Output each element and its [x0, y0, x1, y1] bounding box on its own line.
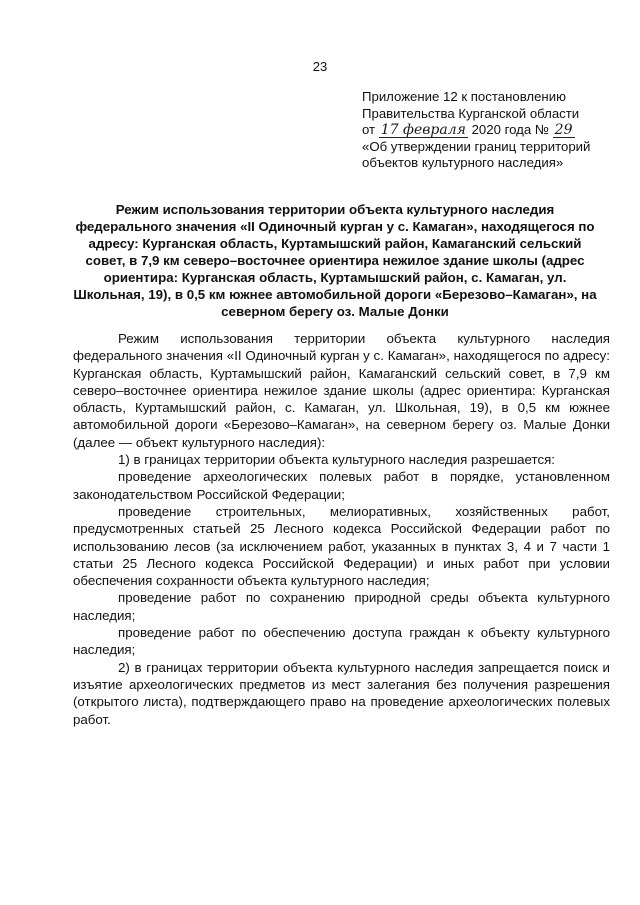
handwritten-number: 29 — [554, 122, 573, 139]
handwritten-date: 17 февраля — [380, 122, 466, 139]
body-paragraph: проведение строительных, мелиоративных, хозяйственных работ, предусмотренных статьей 25 Лесного кодекса Российской Федерации работ по использованию лесов (за исключением работ, указанных в пунктах 3, 4 и 7 части 1 статьи 25 Лесного кодекса Российской Федерации) и иных работ при условии обеспечения сохранности объекта культурного наследия; — [73, 503, 610, 589]
body-paragraph: 1) в границах территории объекта культурного наследия разрешается: — [118, 452, 555, 468]
document-body — [73, 330, 610, 728]
appendix-line-5: объектов культурного наследия» — [362, 155, 564, 171]
date-prefix: от — [362, 122, 376, 138]
body-paragraph: проведение работ по обеспечению доступа граждан к объекту культурного наследия; — [73, 625, 610, 658]
appendix-line-2: Правительства Курганской области — [362, 105, 580, 121]
page-number: 23 — [312, 59, 328, 74]
year-text: 2020 года № — [471, 122, 549, 138]
body-paragraph: проведение археологических полевых работ в порядке, установленном законодательством Российской Федерации; — [73, 469, 610, 502]
appendix-line-1: Приложение 12 к постановлению — [362, 89, 566, 104]
appendix-line-4: «Об утверждении границ территорий — [362, 138, 591, 154]
body-paragraph: проведение работ по сохранению природной среды объекта культурного наследия; — [73, 590, 610, 623]
body-paragraph: Режим использования территории объекта культурного наследия федерального значения «II Одиночный курган у с. Камаган», находящегося по адресу: Курганская область, Куртамышский район, Камаганский сельский совет, в 7,9 км северо–восточнее ориентира нежилое здание школы (адрес ориентира: Курганская область, Куртамышский район, с. Камаган, ул. Школьная, 19), в 0,5 км южнее автомобильной дороги «Березово–Камаган», на северном берегу оз. Малые Донки (далее — объект культурного наследия): — [73, 331, 610, 450]
appendix-date-line — [362, 122, 622, 139]
appendix-header — [362, 89, 622, 172]
body-paragraph: 2) в границах территории объекта культурного наследия запрещается поиск и изъятие археологических предметов из мест залегания без получения разрешения (открытого листа), подтверждающего право на проведение археологических полевых работ. — [73, 659, 610, 727]
document-title: Режим использования территории объекта культурного наследия федерального значения «II Одиночный курган у с. Камаган», находящегося по адресу: Курганская область, Куртамышский район, Камаганский сельский совет, в 7,9 км северо–восточнее ориентира нежилое здание школы (адрес ориентира: Курганская область, Куртамышский район, с. Камаган, ул. Школьная, 19), в 0,5 км южнее автомобильной дороги «Березово–Камаган», на северном берегу оз. Малые Донки — [73, 202, 597, 319]
